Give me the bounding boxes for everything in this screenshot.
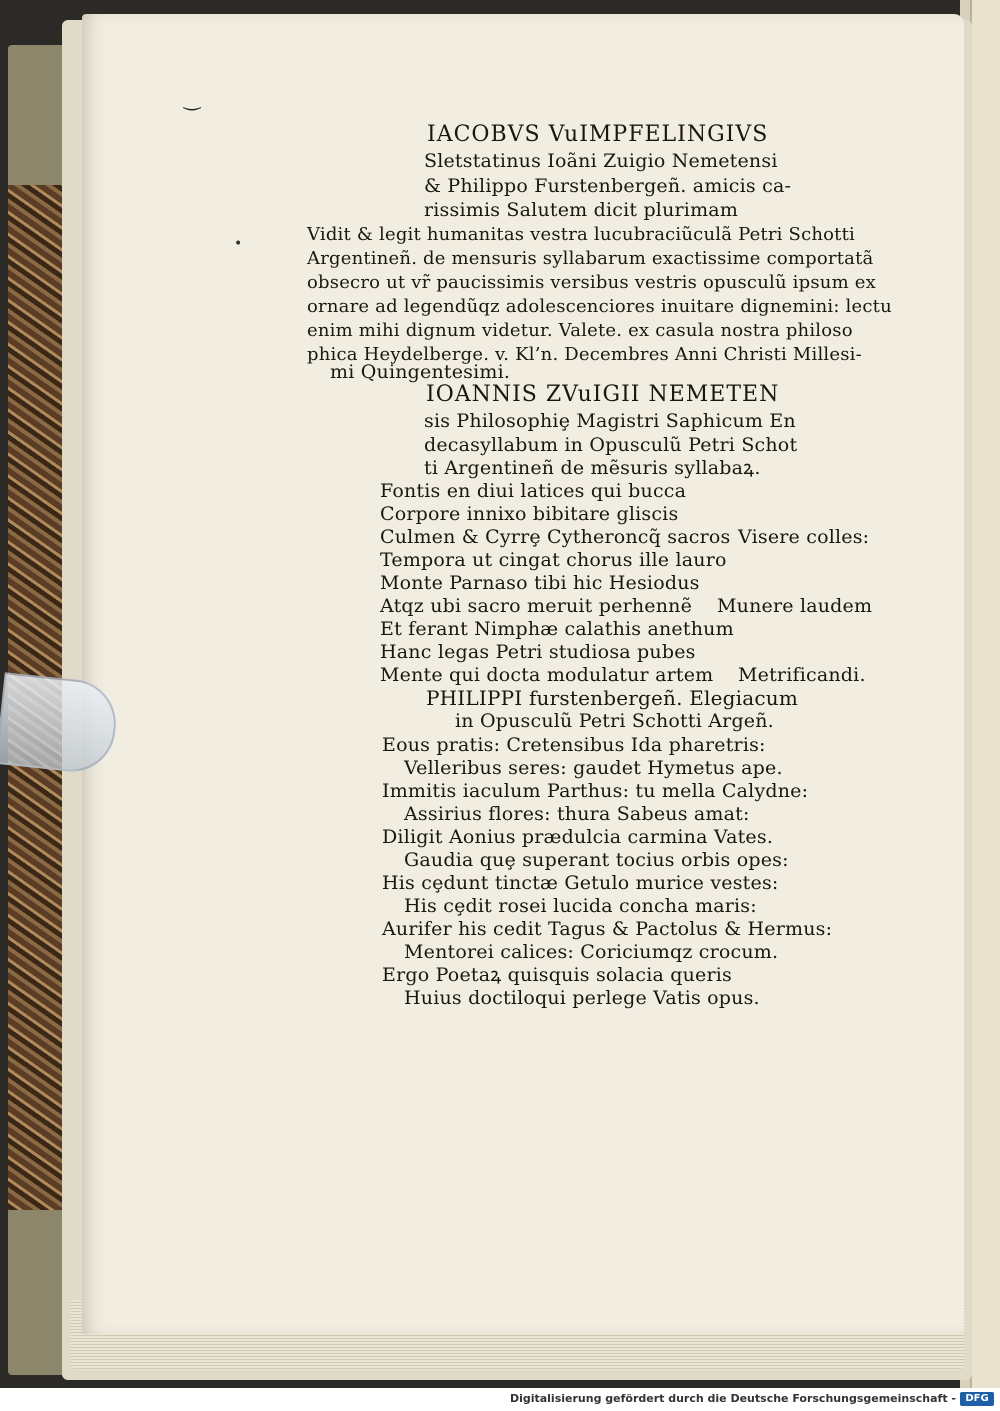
verse-line: Culmen & Cyrrȩ Cytheroncq̃ sacros (380, 526, 731, 548)
elegy-heading: PHILIPPI furstenbergeñ. Elegiacum (426, 686, 799, 710)
verse-line: Immitis iaculum Parthus: tu mella Calydne: (382, 780, 809, 802)
letter-line: rissimis Salutem dicit plurimam (424, 199, 739, 221)
saphic-intro-line: sis Philosophiȩ Magistri Saphicum En (424, 410, 796, 432)
verse-line: Diligit Aonius prædulcia carmina Vates. (382, 826, 774, 848)
verse-line: Eous pratis: Cretensibus Ida pharetris: (382, 734, 766, 756)
letter-line: mi Quingentesimi. (330, 361, 511, 383)
letter-line: Vidit & legit humanitas vestra lucubraciũculã Petri Schotti (307, 224, 856, 245)
verse-line: His cȩdunt tinctæ Getulo murice vestes: (382, 872, 779, 894)
verse-line: Monte Parnaso tibi hic Hesiodus (380, 572, 700, 594)
verse-line: Atqz ubi sacro meruit perhennẽ (380, 595, 693, 617)
elegy-intro: in Opusculũ Petri Schotti Argeñ. (455, 710, 774, 732)
verse-line: Tempora ut cingat chorus ille lauro (380, 549, 727, 571)
saphic-heading: IOANNIS ZVuIGII NEMETEN (426, 382, 780, 407)
verse-tail: Metrificandi. (738, 664, 866, 686)
ink-blot: • (234, 236, 243, 252)
verse-line: Ergo Poetaꝝ quisquis solacia queris (382, 964, 732, 986)
verse-tail: Visere colles: (738, 526, 870, 548)
verse-line: Velleribus seres: gaudet Hymetus ape. (404, 757, 783, 779)
verse-line: His cȩdit rosei lucida concha maris: (404, 895, 757, 917)
letter-line: enim mihi dignum videtur. Valete. ex casula nostra philoso (307, 320, 853, 341)
letter-line: obsecro ut vr̃ paucissimis versibus vestris opusculũ ipsum ex (307, 272, 876, 293)
verse-line: Mente qui docta modulatur artem (380, 664, 714, 686)
verse-tail: Munere laudem (717, 595, 873, 617)
saphic-intro-line: decasyllabum in Opusculũ Petri Schot (424, 434, 798, 456)
verse-line: Gaudia quȩ superant tocius orbis opes: (404, 849, 789, 871)
letter-heading: IACOBVS VuIMPFELINGIVS (427, 122, 769, 147)
dfg-logo-icon[interactable]: DFG (960, 1392, 994, 1406)
verse-line: Assirius flores: thura Sabeus amat: (404, 803, 750, 825)
letter-line: ornare ad legendũqz adolescenciores inuitare dignemini: lectu (307, 296, 892, 317)
digitization-credit: Digitalisierung gefördert durch die Deutsche Forschungsgemeinschaft - (509, 1392, 956, 1405)
saphic-intro-line: ti Argentineñ de mẽsuris syllabaꝝ. (424, 457, 761, 479)
letter-line: Argentineñ. de mensuris syllabarum exactissime comportatã (307, 248, 874, 269)
verse-line: Aurifer his cedit Tagus & Pactolus & Hermus: (382, 918, 833, 940)
facing-page (970, 0, 1000, 1388)
verse-line: Corpore innixo bibitare gliscis (380, 503, 679, 525)
ink-blot: ‿ (184, 87, 201, 111)
footer-bar (0, 1388, 1000, 1411)
verse-line: Huius doctiloqui perlege Vatis opus. (404, 987, 760, 1009)
letter-line: Sletstatinus Ioãni Zuigio Nemetensi (424, 150, 778, 172)
letter-line: phica Heydelberge. v. Kl’n. Decembres Anni Christi Millesi- (307, 344, 862, 365)
verse-line: Fontis en diui latices qui bucca (380, 480, 687, 502)
verse-line: Mentorei calices: Coriciumqz crocum. (404, 941, 779, 963)
verse-line: Hanc legas Petri studiosa pubes (380, 641, 696, 663)
letter-line: & Philippo Furstenbergeñ. amicis ca- (424, 175, 792, 197)
verse-line: Et ferant Nimphæ calathis anethum (380, 618, 734, 640)
